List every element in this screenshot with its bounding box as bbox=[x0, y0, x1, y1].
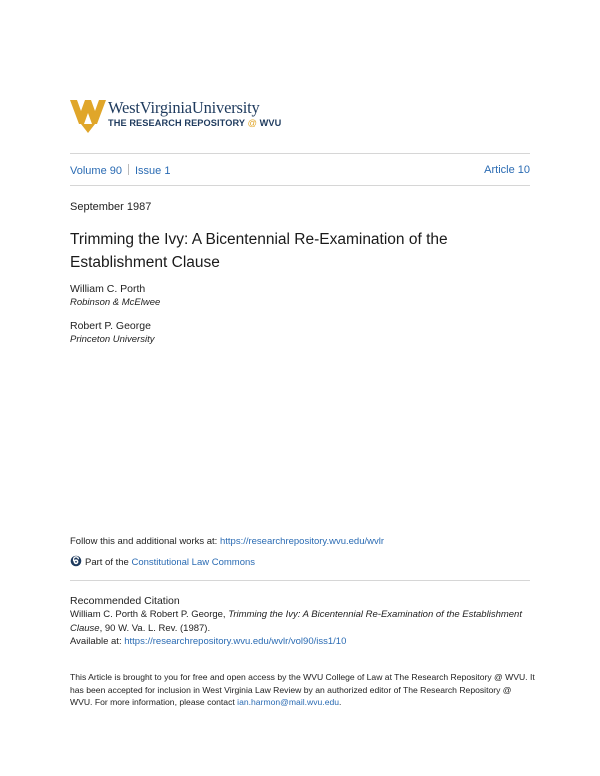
logo-repository-name: THE RESEARCH REPOSITORY @ WVU bbox=[108, 118, 282, 128]
article-link[interactable]: Article 10 bbox=[484, 164, 530, 176]
issue-info bbox=[70, 164, 530, 177]
citation-link[interactable]: https://researchrepository.wvu.edu/wvlr/vol90/iss1/10 bbox=[124, 636, 347, 647]
author-affiliation: Robinson & McElwee bbox=[70, 297, 161, 308]
article-title: Trimming the Ivy: A Bicentennial Re-Examination of the Establishment Clause bbox=[70, 231, 448, 271]
citation-title: Trimming the Ivy: A Bicentennial Re-Examination of the Establishment Clause bbox=[70, 609, 522, 634]
wvu-logo[interactable] bbox=[70, 98, 330, 138]
issue-link[interactable]: Issue 1 bbox=[134, 165, 171, 177]
author-name: William C. Porth bbox=[70, 283, 146, 295]
wv-flying-logo-icon bbox=[70, 98, 106, 134]
separator bbox=[128, 164, 129, 175]
volume-link[interactable]: Volume 90 bbox=[70, 165, 122, 177]
author-affiliation: Princeton University bbox=[70, 334, 155, 345]
citation-body: William C. Porth & Robert P. George, Trimming the Ivy: A Bicentennial Re-Examination of the Establishment Clause, 90 W. Va. L. Rev. (1987). Available at: https://researchrepository.wvu.edu/wvlr/vol90/iss1/10 bbox=[70, 609, 522, 647]
part-of-line: Part of the Constitutional Law Commons bbox=[70, 555, 255, 568]
logo-university-name: WestVirginiaUniversity bbox=[108, 98, 260, 117]
footer-note: This Article is brought to you for free and open access by the WVU College of Law at The Research Repository @ WVU. It has been accepted for inclusion in West Virginia Law Review by an authorized editor of The Research Repository @ WVU. For more information, please contact ian.harmon@mail.wvu.edu. bbox=[70, 672, 535, 707]
publication-date: September 1987 bbox=[70, 201, 152, 213]
author-name: Robert P. George bbox=[70, 320, 151, 332]
commons-link[interactable]: Constitutional Law Commons bbox=[131, 557, 256, 568]
contact-email-link[interactable]: ian.harmon@mail.wvu.edu bbox=[237, 697, 340, 707]
open-access-icon bbox=[70, 555, 82, 567]
follow-link[interactable]: https://researchrepository.wvu.edu/wvlr bbox=[219, 536, 384, 547]
divider bbox=[70, 153, 530, 154]
follow-line: Follow this and additional works at: https://researchrepository.wvu.edu/wvlr bbox=[70, 536, 384, 547]
citation-heading: Recommended Citation bbox=[70, 595, 180, 607]
divider bbox=[70, 580, 530, 581]
divider bbox=[70, 185, 530, 186]
